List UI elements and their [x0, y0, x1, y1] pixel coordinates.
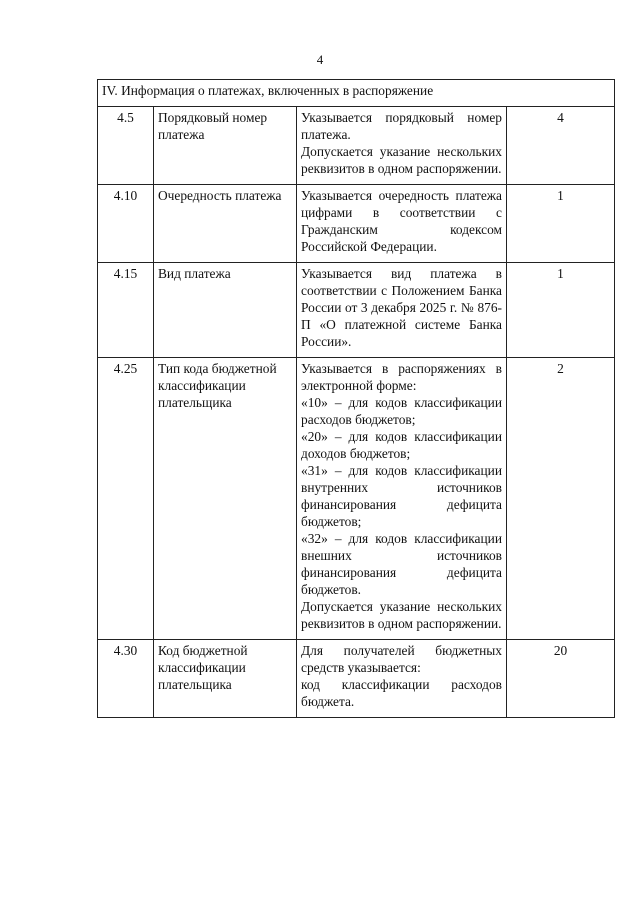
row-description: [297, 185, 507, 263]
row-description: [297, 640, 507, 718]
row-description: [297, 107, 507, 185]
description-paragraph: «31» – для кодов классификации внутренних источников финансирования дефицита бюджетов;: [301, 463, 502, 529]
row-value: 1: [507, 263, 615, 358]
row-number: 4.15: [98, 263, 154, 358]
row-number: 4.5: [98, 107, 154, 185]
table-row: [98, 358, 615, 640]
description-paragraph: код классификации расходов бюджета.: [301, 677, 502, 709]
row-field-name: Код бюджетной классификации плательщика: [154, 640, 297, 718]
description-paragraph: Допускается указание нескольких реквизитов в одном распоряжении.: [301, 599, 502, 631]
description-paragraph: «32» – для кодов классификации внешних источников финансирования дефицита бюджетов.: [301, 531, 502, 597]
section-title: IV. Информация о платежах, включенных в распоряжение: [98, 80, 615, 107]
description-paragraph: «20» – для кодов классификации доходов бюджетов;: [301, 429, 502, 461]
row-description: [297, 358, 507, 640]
row-field-name: Вид платежа: [154, 263, 297, 358]
table-row: [98, 640, 615, 718]
description-paragraph: Допускается указание нескольких реквизитов в одном распоряжении.: [301, 144, 502, 176]
row-value: 1: [507, 185, 615, 263]
description-paragraph: Указывается порядковый номер платежа.: [301, 110, 502, 142]
description-paragraph: «10» – для кодов классификации расходов бюджетов;: [301, 395, 502, 427]
description-paragraph: Для получателей бюджетных средств указывается:: [301, 643, 502, 675]
table-row: [98, 263, 615, 358]
description-paragraph: Указывается в распоряжениях в электронной форме:: [301, 361, 502, 393]
section-header-row: [98, 80, 615, 107]
row-number: 4.30: [98, 640, 154, 718]
table-row: [98, 107, 615, 185]
row-value: 4: [507, 107, 615, 185]
description-paragraph: Указывается очередность платежа цифрами в соответствии с Гражданским кодексом Российской Федерации.: [301, 188, 502, 254]
row-number: 4.25: [98, 358, 154, 640]
row-value: 2: [507, 358, 615, 640]
row-field-name: Тип кода бюджетной классификации плательщика: [154, 358, 297, 640]
table-row: [98, 185, 615, 263]
row-description: [297, 263, 507, 358]
page-number: 4: [316, 52, 324, 67]
row-field-name: Очередность платежа: [154, 185, 297, 263]
row-number: 4.10: [98, 185, 154, 263]
description-paragraph: Указывается вид платежа в соответствии с Положением Банка России от 3 декабря 2025 г. № 876-П «О платежной системе Банка России».: [301, 266, 502, 349]
row-value: 20: [507, 640, 615, 718]
row-field-name: Порядковый номер платежа: [154, 107, 297, 185]
payments-table: [97, 79, 615, 718]
